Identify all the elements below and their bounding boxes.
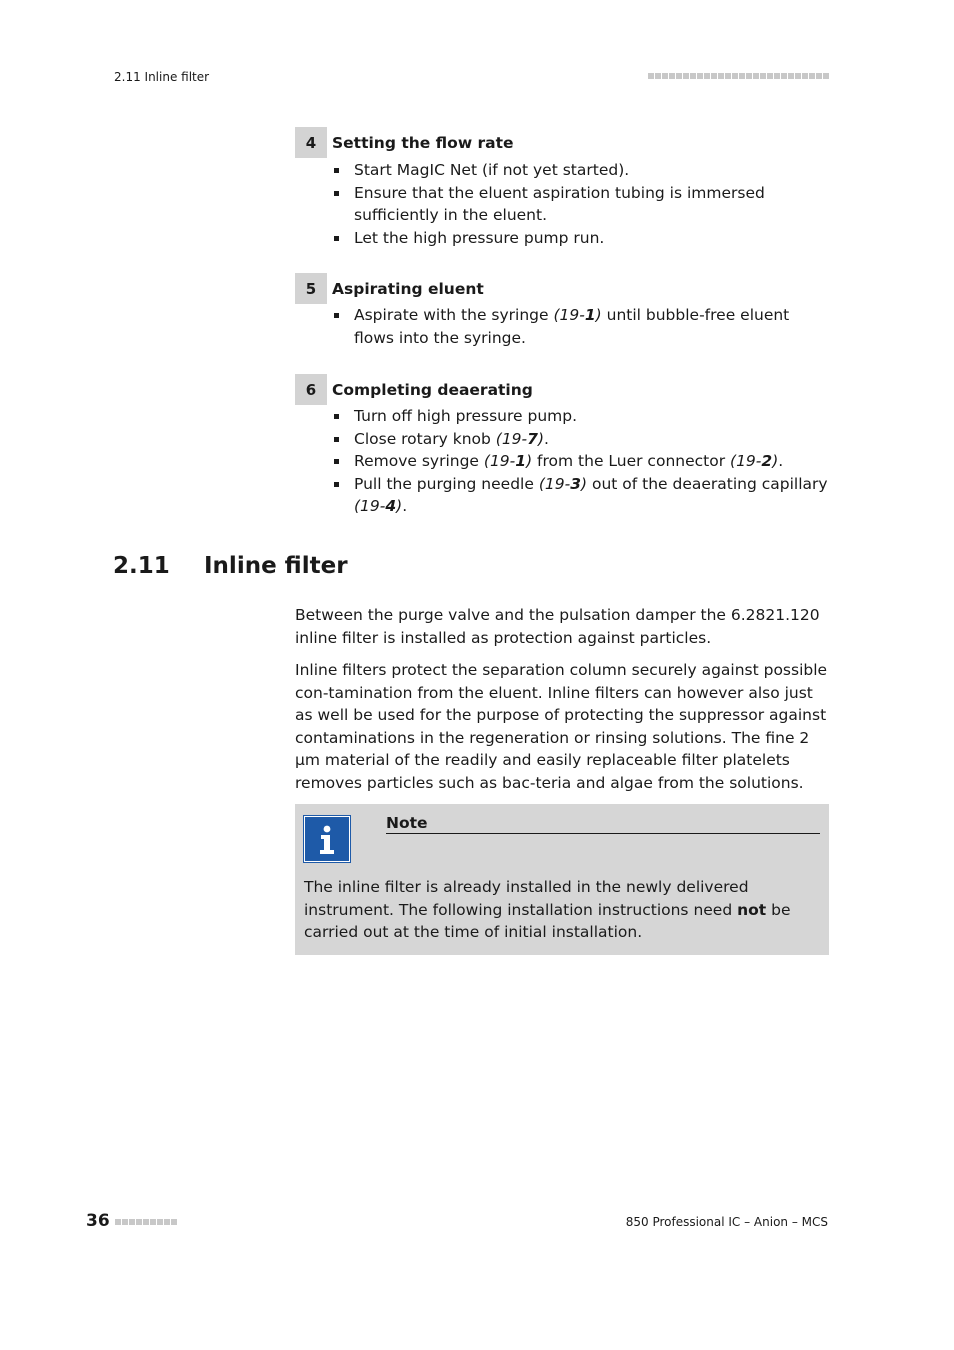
step-number: 4: [295, 127, 327, 158]
decor-square: [704, 73, 710, 79]
decor-square: [795, 73, 801, 79]
note-title: Note: [386, 814, 820, 834]
decor-square: [725, 73, 731, 79]
decor-square: [816, 73, 822, 79]
step-4: [295, 127, 829, 249]
header-decoration: [648, 73, 829, 79]
list-item: Let the high pressure pump run.: [332, 227, 829, 250]
list-item: Aspirate with the syringe (19-1) until bubble-free eluent flows into the syringe.: [332, 304, 829, 349]
note-text: The inline filter is already installed in the newly delivered instrument. The following installation instructions need not be carried out at the time of initial installation.: [304, 878, 791, 941]
list-item: Start MagIC Net (if not yet started).: [332, 159, 829, 182]
step-header: [295, 127, 829, 158]
decor-square: [683, 73, 689, 79]
decor-square: [760, 73, 766, 79]
step-5: [295, 273, 829, 349]
body-paragraph: Inline filters protect the separation column securely against possible con-tamination from the eluent. Inline filters can however also just as well be used for the purpose of protecting the suppressor against contaminations in the regeneration or rinsing solutions. The fine 2 µm material of the readily and easily replaceable filter platelets removes particles such as bac-teria and algae from the solutions.: [295, 661, 828, 792]
step-title: Completing deaerating: [332, 380, 533, 399]
step-bullets: [295, 159, 829, 249]
figure-reference: (19-3): [538, 474, 588, 493]
step-title: Aspirating eluent: [332, 279, 484, 298]
decor-square: [823, 73, 829, 79]
decor-square: [669, 73, 675, 79]
running-header: 2.11 Inline filter: [114, 70, 210, 84]
decor-square: [774, 73, 780, 79]
note-emphasis: not: [737, 900, 767, 919]
note-box: [295, 804, 829, 955]
page-number: 36: [86, 1211, 110, 1231]
decor-square: [711, 73, 717, 79]
decor-square: [746, 73, 752, 79]
decor-square: [164, 1219, 170, 1225]
figure-reference: (19-7): [495, 429, 544, 448]
decor-square: [136, 1219, 142, 1225]
step-header: [295, 273, 829, 304]
step-header: [295, 374, 829, 405]
decor-square: [129, 1219, 135, 1225]
decor-square: [115, 1219, 121, 1225]
list-item: Close rotary knob (19-7).: [332, 428, 829, 451]
decor-square: [655, 73, 661, 79]
step-number: 6: [295, 374, 327, 405]
step-number: 5: [295, 273, 327, 304]
decor-square: [753, 73, 759, 79]
figure-reference: (19-1): [553, 306, 602, 324]
decor-square: [690, 73, 696, 79]
decor-square: [662, 73, 668, 79]
decor-square: [648, 73, 654, 79]
step-bullets: [295, 405, 829, 518]
figure-reference: (19-1): [483, 452, 533, 470]
decor-square: [697, 73, 703, 79]
section-title: Inline filter: [204, 553, 348, 579]
decor-square: [171, 1219, 177, 1225]
step-title: Setting the flow rate: [332, 133, 514, 152]
figure-reference: (19-2): [730, 452, 779, 470]
decor-square: [732, 73, 738, 79]
list-item: Remove syringe (19-1) from the Luer connector (19-2).: [332, 450, 829, 473]
decor-square: [122, 1219, 128, 1225]
figure-reference: (19-4): [354, 497, 403, 515]
decor-square: [676, 73, 682, 79]
body-paragraph: Between the purge valve and the pulsation damper the 6.2821.120 inline filter is installed as protection against particles.: [295, 606, 820, 647]
section-heading: [113, 553, 348, 579]
decor-square: [809, 73, 815, 79]
step-6: [295, 374, 829, 518]
list-item: Turn off high pressure pump.: [332, 405, 829, 428]
decor-square: [802, 73, 808, 79]
decor-square: [150, 1219, 156, 1225]
decor-square: [718, 73, 724, 79]
decor-square: [788, 73, 794, 79]
decor-square: [739, 73, 745, 79]
info-icon: [304, 816, 350, 862]
step-bullets: [295, 304, 829, 349]
footer-decoration: [115, 1219, 177, 1225]
decor-square: [767, 73, 773, 79]
decor-square: [157, 1219, 163, 1225]
list-item: Pull the purging needle (19-3) out of the deaerating capillary (19-4).: [332, 473, 829, 518]
list-item: Ensure that the eluent aspiration tubing is immersed sufficiently in the eluent.: [332, 182, 829, 227]
decor-square: [781, 73, 787, 79]
section-number: 2.11: [113, 553, 170, 579]
decor-square: [143, 1219, 149, 1225]
document-title: 850 Professional IC – Anion – MCS: [625, 1215, 828, 1229]
